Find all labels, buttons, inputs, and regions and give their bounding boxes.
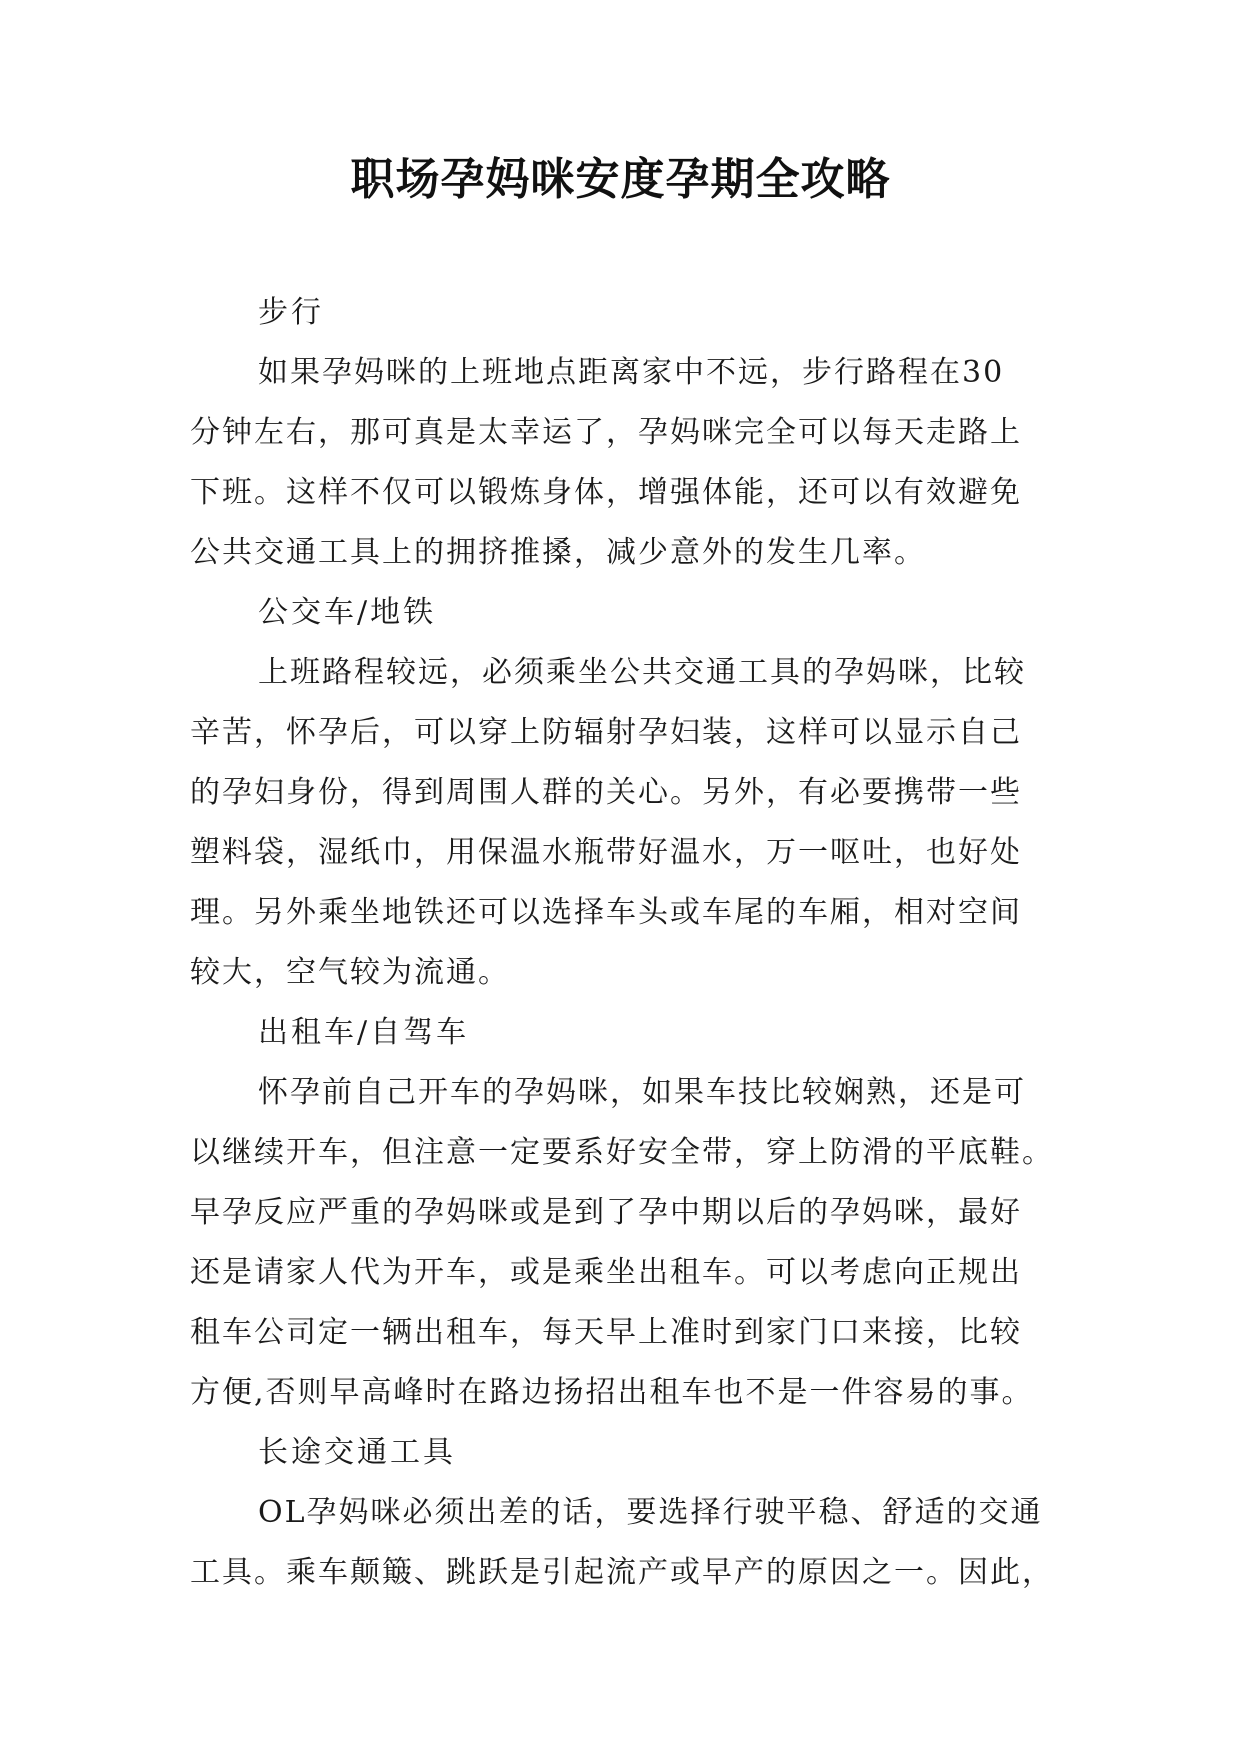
section-heading: 长途交通工具	[258, 1435, 456, 1470]
section-heading: 公交车/地铁	[258, 595, 437, 630]
paragraph-line: 租车公司定一辆出租车，每天早上准时到家门口来接，比较	[190, 1315, 1022, 1350]
paragraph-line: 塑料袋，湿纸巾，用保温水瓶带好温水，万一呕吐，也好处	[190, 835, 1022, 870]
paragraph-line: 如果孕妈咪的上班地点距离家中不远，步行路程在30	[258, 355, 1005, 390]
paragraph-line: 分钟左右，那可真是太幸运了，孕妈咪完全可以每天走路上	[190, 415, 1022, 450]
paragraph-line: 以继续开车，但注意一定要系好安全带，穿上防滑的平底鞋。	[190, 1135, 1054, 1170]
paragraph-line: 工具。乘车颠簸、跳跃是引起流产或早产的原因之一。因此，	[190, 1555, 1054, 1590]
paragraph-line: 公共交通工具上的拥挤推搡，减少意外的发生几率。	[190, 535, 926, 570]
paragraph-line: 还是请家人代为开车，或是乘坐出租车。可以考虑向正规出	[190, 1255, 1022, 1290]
paragraph-line: 理。另外乘坐地铁还可以选择车头或车尾的车厢，相对空间	[190, 895, 1022, 930]
section-heading: 出租车/自驾车	[258, 1015, 470, 1050]
paragraph-line: 辛苦，怀孕后，可以穿上防辐射孕妇装，这样可以显示自己	[190, 715, 1022, 750]
paragraph-line: 下班。这样不仅可以锻炼身体，增强体能，还可以有效避免	[190, 475, 1022, 510]
paragraph-line: 的孕妇身份，得到周围人群的关心。另外，有必要携带一些	[190, 775, 1022, 810]
paragraph-line: 上班路程较远，必须乘坐公共交通工具的孕妈咪，比较	[258, 655, 1026, 690]
paragraph-line: OL孕妈咪必须出差的话，要选择行驶平稳、舒适的交通	[258, 1495, 1043, 1530]
paragraph-line: 较大，空气较为流通。	[190, 955, 510, 990]
document-body	[190, 283, 1054, 1603]
section-heading: 步行	[258, 295, 324, 330]
paragraph-line: 早孕反应严重的孕妈咪或是到了孕中期以后的孕妈咪，最好	[190, 1195, 1022, 1230]
paragraph-line: 方便,否则早高峰时在路边扬招出租车也不是一件容易的事。	[190, 1375, 1034, 1410]
paragraph-line: 怀孕前自己开车的孕妈咪，如果车技比较娴熟，还是可	[258, 1075, 1026, 1110]
document-title: 职场孕妈咪安度孕期全攻略	[350, 154, 891, 205]
